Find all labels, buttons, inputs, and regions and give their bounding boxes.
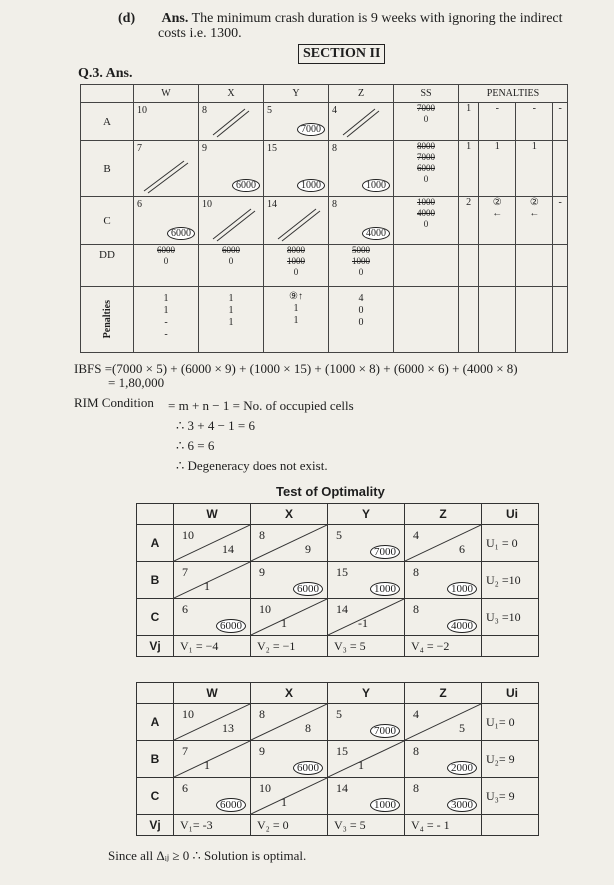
row-header: A (137, 704, 174, 741)
u-value: U₁= 0 (482, 704, 539, 741)
allocation: 6000 (216, 619, 246, 633)
table-cell: 15 1000 (328, 562, 405, 599)
allocation: 6000 (293, 582, 323, 596)
table-cell: 6 6000 (174, 778, 251, 815)
penalties-label: Penalties (101, 300, 113, 339)
rim-line: ∴ Degeneracy does not exist. (176, 458, 328, 473)
optimality-table-1 (136, 503, 539, 657)
table-cell: 5 7000 (328, 525, 405, 562)
u-value: U₂= 9 (482, 741, 539, 778)
rim-line: = m + n − 1 = No. of occupied cells (168, 398, 354, 413)
arrow-left: ← (492, 208, 503, 219)
penalty-column: 1 1 - - (134, 287, 199, 353)
table-cell: 9 6000 (199, 141, 264, 197)
demand-cell: 5000 1000 0 (329, 245, 394, 287)
supply-cell: 1000 4000 0 (394, 197, 459, 245)
penalty: - (479, 103, 516, 141)
allocation: 7000 (370, 724, 400, 738)
table-cell: 6 6000 (134, 197, 199, 245)
allocation: 4000 (362, 227, 390, 240)
ibfs-table (80, 84, 568, 353)
table-cell: 14 (264, 197, 329, 245)
supply-cell: 7000 0 (394, 103, 459, 141)
table-cell: 6 6000 (174, 599, 251, 636)
table-cell: 5 7000 (264, 103, 329, 141)
table-cell: 8 3000 (405, 778, 482, 815)
table-cell: 7 1 (174, 562, 251, 599)
penalty: 1 (479, 141, 516, 197)
allocation: 6000 (167, 227, 195, 240)
part-label: (d) (118, 11, 136, 26)
allocation: 2000 (447, 761, 477, 775)
demand-cell: 6000 0 (134, 245, 199, 287)
part-d-line2: costs i.e. 1300. (158, 26, 242, 41)
table-cell: 15 1000 (264, 141, 329, 197)
ibfs-equation: IBFS =(7000 × 5) + (6000 × 9) + (1000 × 15) + (1000 × 8) + (6000 × 6) + (4000 × 8) (74, 361, 518, 376)
part-d-answer (118, 10, 608, 27)
penalty (553, 141, 568, 197)
penalty: 1 (459, 103, 479, 141)
v-value: V₂ = −1 (251, 636, 328, 657)
v-value: V₄ = - 1 (405, 815, 482, 836)
u-value: U₃= 9 (482, 778, 539, 815)
table-cell: 10 (199, 197, 264, 245)
penalty: ② ← (479, 197, 516, 245)
allocation: 1000 (447, 582, 477, 596)
row-header: DD (81, 245, 134, 287)
optimality-table-2 (136, 682, 539, 836)
table-cell: 7 1 (174, 741, 251, 778)
allocation: 7000 (370, 545, 400, 559)
section-title: SECTION II (298, 44, 385, 64)
penalty: 2 (459, 197, 479, 245)
penalty-column: 4 0 0 (329, 287, 394, 353)
allocation: 1000 (370, 582, 400, 596)
demand-cell: 6000 0 (199, 245, 264, 287)
v-value: V₃ = 5 (328, 636, 405, 657)
u-value: U₃ =10 (482, 599, 539, 636)
table-cell: 5 7000 (328, 704, 405, 741)
row-header: B (137, 562, 174, 599)
row-header: B (81, 141, 134, 197)
v-value: V₄ = −2 (405, 636, 482, 657)
row-header: A (81, 103, 134, 141)
row-header: A (137, 525, 174, 562)
col-header: PENALTIES (459, 85, 568, 103)
col-header: X (251, 504, 328, 525)
penalty: - (516, 103, 553, 141)
demand-cell: 8000 1000 0 (264, 245, 329, 287)
col-header: SS (394, 85, 459, 103)
penalty: - (553, 103, 568, 141)
table-cell: 10 (134, 103, 199, 141)
penalty: ② ← (516, 197, 553, 245)
col-header: X (199, 85, 264, 103)
table-cell: 8 1000 (329, 141, 394, 197)
table-cell: 8 2000 (405, 741, 482, 778)
rim-line: ∴ 6 = 6 (176, 438, 215, 453)
col-header: Z (329, 85, 394, 103)
col-header: Ui (482, 504, 539, 525)
v-value: V₂ = 0 (251, 815, 328, 836)
col-header: W (134, 85, 199, 103)
row-header: C (137, 778, 174, 815)
u-value: U₂ =10 (482, 562, 539, 599)
table-cell: 10 14 (174, 525, 251, 562)
table-cell: 14 1000 (328, 778, 405, 815)
table-cell: 4 6 (405, 525, 482, 562)
penalty: 1 (516, 141, 553, 197)
u-value: U₁ = 0 (482, 525, 539, 562)
row-header: B (137, 741, 174, 778)
row-header: Vj (137, 815, 174, 836)
optimality-title: Test of Optimality (276, 484, 385, 499)
col-header: Ui (482, 683, 539, 704)
allocation: 6000 (232, 179, 260, 192)
supply-cell: 8000 7000 6000 0 (394, 141, 459, 197)
penalty: 1 (459, 141, 479, 197)
allocation: 1000 (370, 798, 400, 812)
allocation: 4000 (447, 619, 477, 633)
table-cell: 10 13 (174, 704, 251, 741)
table-cell: 10 1 (251, 778, 328, 815)
table-cell: 15 1 (328, 741, 405, 778)
allocation: 6000 (293, 761, 323, 775)
row-header: C (81, 197, 134, 245)
allocation: 6000 (216, 798, 246, 812)
table-cell: 8 8 (251, 704, 328, 741)
col-header: Z (405, 504, 482, 525)
part-d-line1: The minimum crash duration is 9 weeks with ignoring the indirect (191, 11, 563, 26)
penalty-column: 1 1 1 (199, 287, 264, 353)
table-cell: 10 1 (251, 599, 328, 636)
rim-line: ∴ 3 + 4 − 1 = 6 (176, 418, 256, 433)
table-cell: 9 6000 (251, 741, 328, 778)
v-value: V₃ = 5 (328, 815, 405, 836)
question-label: Q.3. Ans. (78, 66, 133, 81)
table-cell: 8 1000 (405, 562, 482, 599)
col-header: Y (328, 504, 405, 525)
ans-label: Ans. (161, 11, 189, 26)
table-cell: 4 5 (405, 704, 482, 741)
row-header: Vj (137, 636, 174, 657)
table-cell: 8 (199, 103, 264, 141)
conclusion: Since all Δᵢⱼ ≥ 0 ∴ Solution is optimal. (108, 848, 307, 863)
rim-label: RIM Condition (74, 395, 154, 410)
penalty-column: ⑨↑ 1 1 (264, 287, 329, 353)
table-cell: 14 -1 (328, 599, 405, 636)
arrow-left: ← (529, 208, 540, 219)
col-header: W (174, 683, 251, 704)
table-cell: 8 9 (251, 525, 328, 562)
v-value: V₁ = −4 (174, 636, 251, 657)
allocation: 1000 (362, 179, 390, 192)
v-value: V₁= -3 (174, 815, 251, 836)
ibfs-result: = 1,80,000 (108, 375, 165, 390)
col-header: W (174, 504, 251, 525)
allocation: 3000 (447, 798, 477, 812)
col-header: Y (328, 683, 405, 704)
penalty: - (553, 197, 568, 245)
col-header: X (251, 683, 328, 704)
col-header: Y (264, 85, 329, 103)
table-cell: 4 (329, 103, 394, 141)
col-header: Z (405, 683, 482, 704)
allocation: 7000 (297, 123, 325, 136)
allocation: 1000 (297, 179, 325, 192)
row-header: C (137, 599, 174, 636)
table-cell: 8 4000 (329, 197, 394, 245)
table-cell: 7 (134, 141, 199, 197)
table-cell: 9 6000 (251, 562, 328, 599)
table-cell: 8 4000 (405, 599, 482, 636)
